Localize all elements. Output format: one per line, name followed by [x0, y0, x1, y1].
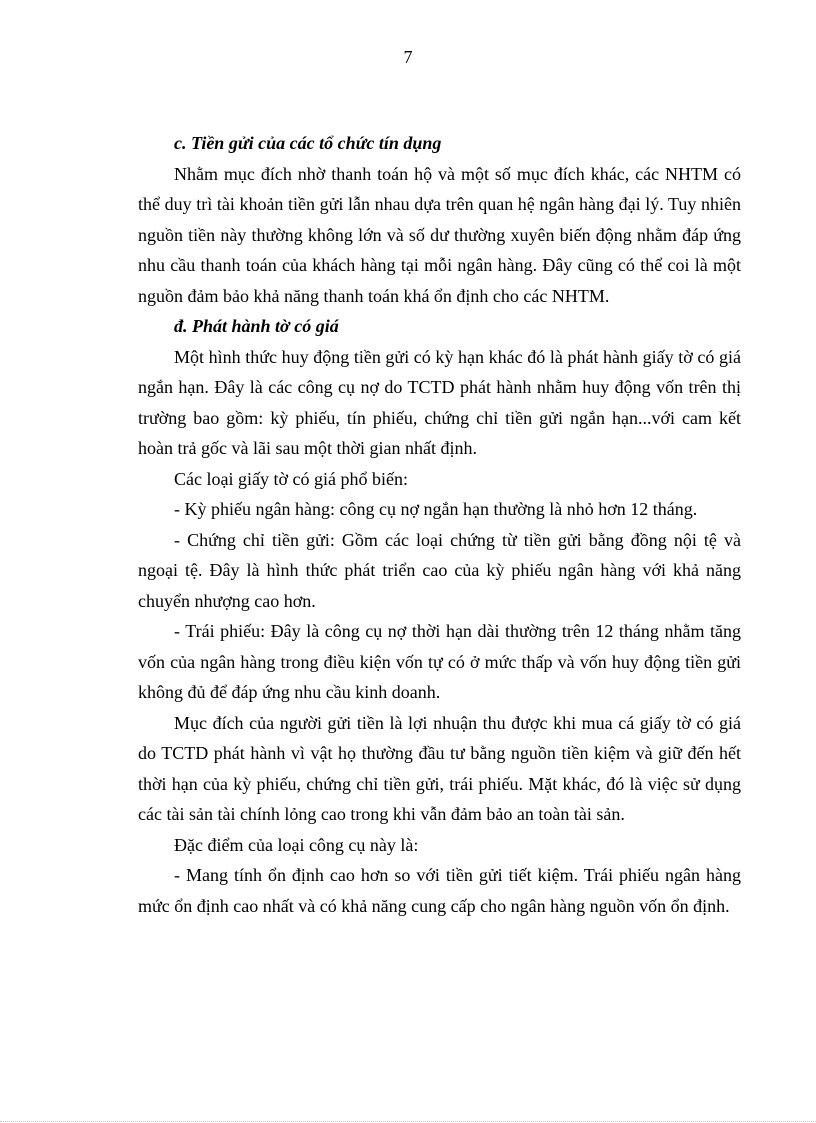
- paragraph-characteristics-lead: Đặc điểm của loại công cụ này là:: [174, 834, 419, 855]
- list-item-stability: - Mang tính ổn định cao hơn so với tiền gửi tiết kiệm. Trái phiếu ngân hàng mức ổn định cao nhất và có khả năng cung cấp cho ngân hàng nguồn vốn ổn định.: [138, 865, 741, 916]
- list-item-bank-promissory-notes: - Kỳ phiếu ngân hàng: công cụ nợ ngắn hạn thường là nhỏ hơn 12 tháng.: [174, 499, 698, 519]
- paragraph-interbank-deposits: Nhằm mục đích nhờ thanh toán hộ và một số mục đích khác, các NHTM có thể duy trì tài khoản tiền gửi lẫn nhau dựa trên quan hệ ngân hàng đại lý. Tuy nhiên nguồn tiền này thường không lớn và số dư thường xuyên biến động nhằm đáp ứng nhu cầu thanh toán của khách hàng tại mỗi ngân hàng. Đây cũng có thể coi là một nguồn đảm bảo khả năng thanh toán khá ổn định cho các NHTM.: [138, 163, 741, 306]
- page-number: 7: [403, 47, 413, 67]
- paragraph-common-types-lead: Các loại giấy tờ có giá phổ biến:: [174, 468, 408, 489]
- page-body: [138, 128, 741, 921]
- paragraph-valuable-papers-intro: Một hình thức huy động tiền gửi có kỳ hạn khác đó là phát hành giấy tờ có giá ngắn hạn. Đây là các công cụ nợ do TCTD phát hành nhằm huy động vốn trên thị trường bao gồm: kỳ phiếu, tín phiếu, chứng chỉ tiền gửi ngắn hạn...với cam kết hoàn trả gốc và lãi sau một thời gian nhất định.: [138, 346, 741, 458]
- section-heading-c: c. Tiền gửi của các tổ chức tín dụng: [174, 133, 442, 153]
- list-item-certificates-of-deposit: - Chứng chỉ tiền gửi: Gồm các loại chứng từ tiền gửi bằng đồng nội tệ và ngoại tệ. Đây là hình thức phát triển cao của kỳ phiếu ngân hàng với khả năng chuyển nhượng cao hơn.: [138, 529, 741, 611]
- paragraph-depositor-purpose: Mục đích của người gửi tiền là lợi nhuận thu được khi mua cá giấy tờ có giá do TCTD phát hành vì vật họ thường đầu tư bằng nguồn tiền kiệm và giữ đến hết thời hạn của kỳ phiếu, chứng chỉ tiền gửi, trái phiếu. Mặt khác, đó là việc sử dụng các tài sản tài chính lỏng cao trong khi vẫn đảm bảo an toàn tài sản.: [138, 712, 741, 824]
- page-bottom-rule: [0, 1121, 816, 1122]
- section-heading-d: đ. Phát hành tờ có giá: [174, 316, 339, 336]
- list-item-bonds: - Trái phiếu: Đây là công cụ nợ thời hạn dài thường trên 12 tháng nhằm tăng vốn của ngân hàng trong điều kiện vốn tự có ở mức thấp và vốn huy động tiền gửi không đủ để đáp ứng nhu cầu kinh doanh.: [138, 621, 741, 702]
